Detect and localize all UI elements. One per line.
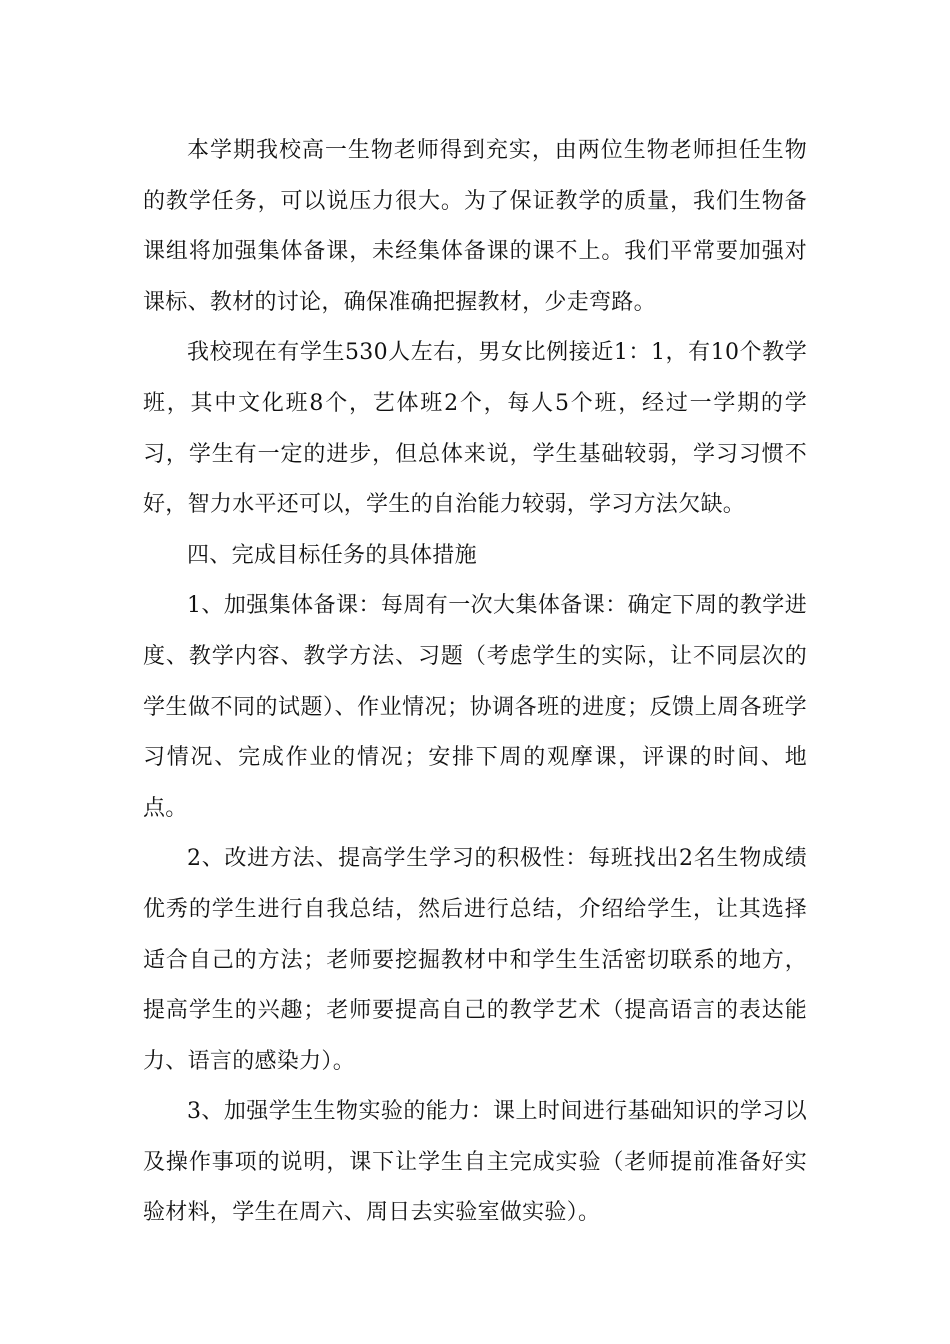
paragraph-staffing: 本学期我校高一生物老师得到充实，由两位生物老师担任生物的教学任务，可以说压力很大。为了保证教学的质量，我们生物备课组将加强集体备课，未经集体备课的课不上。我们平常要加强对课标、教材的讨论，确保准确把握教材，少走弯路。 — [143, 138, 807, 315]
paragraph-student-situation: 我校现在有学生530人左右，男女比例接近1：1，有10个教学班，其中文化班8个，艺体班2个，每人5个班，经过一学期的学习，学生有一定的进步，但总体来说，学生基础较弱，学习习惯不好，智力水平还可以，学生的自治能力较弱，学习方法欠缺。 — [143, 340, 807, 518]
document-body — [143, 126, 807, 1239]
paragraph-measure-1: 1、加强集体备课：每周有一次大集体备课：确定下周的教学进度、教学内容、教学方法、习题（考虑学生的实际，让不同层次的学生做不同的试题）、作业情况；协调各班的进度；反馈上周各班学习情况、完成作业的情况；安排下周的观摩课，评课的时间、地点。 — [143, 593, 807, 821]
section-heading-measures: 四、完成目标任务的具体措施 — [187, 542, 477, 568]
paragraph-measure-2: 2、改进方法、提高学生学习的积极性：每班找出2名生物成绩优秀的学生进行自我总结，然后进行总结，介绍给学生，让其选择适合自己的方法；老师要挖掘教材中和学生生活密切联系的地方，提高学生的兴趣；老师要提高自己的教学艺术（提高语言的表达能力、语言的感染力）。 — [143, 846, 807, 1074]
paragraph-measure-3: 3、加强学生生物实验的能力：课上时间进行基础知识的学习以及操作事项的说明，课下让学生自主完成实验（老师提前准备好实验材料，学生在周六、周日去实验室做实验）。 — [143, 1099, 807, 1226]
